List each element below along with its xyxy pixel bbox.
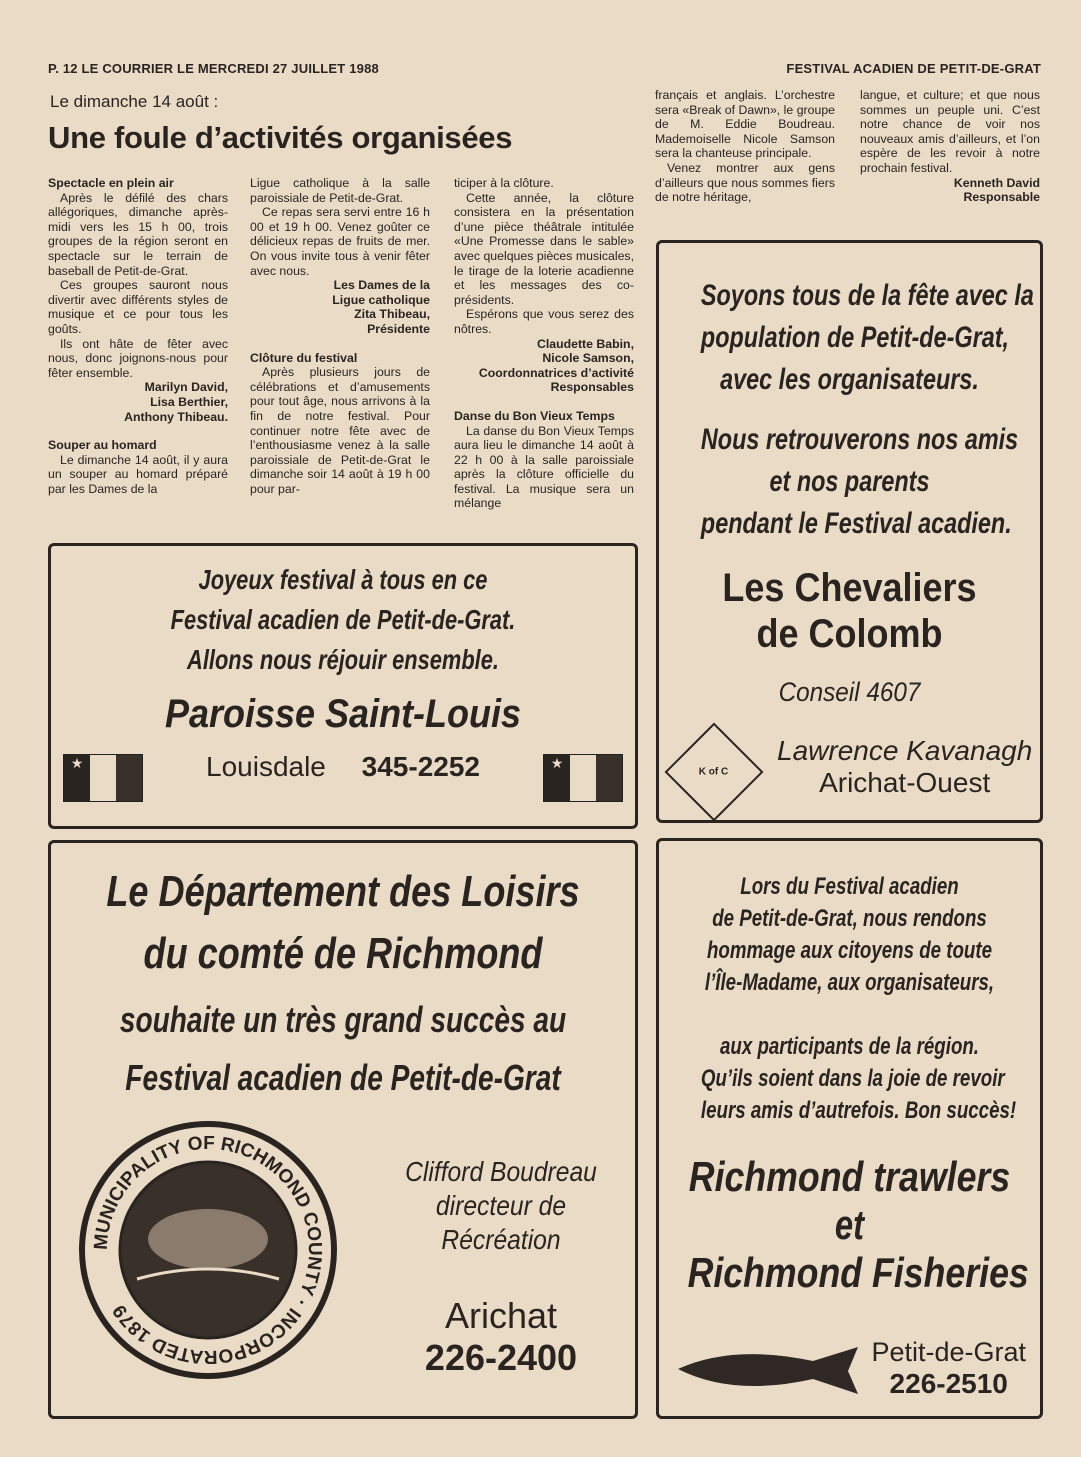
ad-departement-loisirs [48,840,638,1419]
subhead: Danse du Bon Vieux Temps [454,408,615,423]
paragraph: Après plusieurs jours de célébrations et d’amusements pour tout âge, nous arrivons à la fin de notre festival. Pour continuer notre fête avec de l’enthousiasme venez à la salle paroissiale de Petit-de-Grat le dimanche soir 14 août à 19 h 00 pour par- [250,365,430,496]
ad-person-title: Récréation [441,1224,561,1255]
ad-town: Petit-de-Grat [871,1337,1026,1367]
svg-text:MUNICIPALITY OF RICHMOND COUNT: MUNICIPALITY OF RICHMOND COUNTY · INCORPORATED 1879 [90,1132,326,1368]
paragraph: langue, et culture; et que nous sommes un peuple uni. C’est notre chance de voir nos nouveaux amis d’ailleurs, et l’on espère de les revoir à notre prochain festival. [860,88,1040,175]
ad-phone: 226-2400 [424,1337,578,1378]
ad-line: et nos parents [769,465,930,498]
ad-phone: 345-2252 [361,751,480,782]
ad-line: du comté de Richmond [143,929,543,978]
article-column-5 [860,88,1040,205]
paragraph: Ce repas sera servi entre 16 h 00 et 19 h 00. Venez goûter ce délicieux repas de fruits de mer. On vous invite tous à venir fêter avec nous. [250,205,430,278]
knights-of-columbus-emblem-icon: K of C [665,723,764,822]
ad-line: aux participants de la région. [719,1033,980,1060]
ad-town: Arichat-Ouest [819,767,991,798]
ad-chevaliers-de-colomb [656,240,1043,823]
ad-line: Soyons tous de la fête avec la [700,279,1034,312]
paragraph: français et anglais. L’orchestre sera «Break of Dawn», le groupe de M. Eddie Boudreau. Mademoiselle Nicole Samson sera la chanteuse principale. [655,88,835,161]
ad-advertiser-name: Richmond trawlers [688,1153,1011,1200]
signature: Responsable [963,190,1040,205]
ad-richmond-trawlers [656,838,1043,1419]
ad-town: Arichat [444,1295,558,1336]
ad-paroisse-saint-louis [48,543,638,829]
ad-person-title: directeur de [435,1190,567,1221]
paragraph: La danse du Bon Vieux Temps aura lieu le dimanche 14 août à 22 h 00 à la salle paroissiale après la clôture officielle du festival. La musique sera un mélange [454,423,634,511]
article-column-4 [655,88,835,205]
signature: Présidente [367,321,430,336]
signature: Lisa Berthier, [150,394,228,409]
ad-line: Allons nous réjouir ensemble. [187,644,499,675]
signature: Marilyn David, [144,380,228,395]
signature: Coordonnatrices d’activité [478,365,634,380]
ad-advertiser-name: de Colomb [756,612,943,656]
article-kicker: Le dimanche 14 août : [50,92,219,111]
paragraph: Venez montrer aux gens d’ailleurs que nous sommes fiers de notre héritage, [655,160,835,205]
subhead: Clôture du festival [250,350,358,365]
subhead: Souper au homard [48,438,157,453]
paragraph: Après le défilé des chars allégoriques, dimanche après-midi vers les 15 h 00, trois groupes de la région seront en spectacle sur le terrain de baseball de Petit-de-Grat. [48,190,228,278]
paragraph: ticiper à la clôture. [454,176,554,190]
paragraph: Ligue catholique à la salle paroissiale de Petit-de-Grat. [250,176,430,205]
acadian-flag-icon: ★ [543,754,623,802]
richmond-county-seal-icon [77,1119,339,1381]
ad-line: Le Département des Loisirs [106,867,580,916]
signature: Responsables [550,380,634,395]
ad-council: Conseil 4607 [778,677,921,707]
ad-line: hommage aux citoyens de toute [706,937,993,964]
ad-line: Qu’ils soient dans la joie de revoir [700,1065,1005,1092]
fish-icon [673,1339,863,1399]
ad-advertiser-name: Paroisse Saint-Louis [164,692,522,736]
paragraph: Ils ont hâte de fêter avec nous, donc joignons-nous pour fêter ensemble. [48,336,228,380]
ad-contact: Lawrence Kavanagh [777,735,1033,766]
signature: Zita Thibeau, [354,307,430,322]
ad-advertiser-name: Les Chevaliers [722,566,977,610]
ad-advertiser-name: et [834,1201,865,1248]
ad-line: Festival acadien de Petit-de-Grat [125,1057,561,1098]
paragraph: Le dimanche 14 août, il y aura un souper au homard préparé par les Dames de la [48,452,228,496]
paragraph: Cette année, la clôture consistera en la présentation d’une pièce théâtrale intitulée «Une Promesse dans le sable» avec quelques pièces musicales, le tirage de la loterie acadienne et les messages des co-présidents. [454,190,634,307]
signature: Anthony Thibeau. [124,409,228,424]
ad-line: Lors du Festival acadien [740,873,959,900]
ad-line: Festival acadien de Petit-de-Grat. [170,604,516,635]
ad-line: pendant le Festival acadien. [700,507,1012,540]
signature: Kenneth David [953,175,1040,190]
ad-line: Joyeux festival à tous en ce [198,564,488,595]
ad-line: Nous retrouverons nos amis [700,423,1019,456]
ad-line: population de Petit-de-Grat, [700,321,1010,354]
ad-line: de Petit-de-Grat, nous rendons [712,905,987,932]
page-header-left: P. 12 LE COURRIER LE MERCREDI 27 JUILLET 1988 [48,61,379,76]
article-column-2 [250,176,430,496]
subhead: Spectacle en plein air [48,176,174,190]
signature: Ligue catholique [332,292,430,307]
ad-line: l’Île-Madame, aux organisateurs, [704,969,995,996]
article-column-3 [454,176,634,511]
ad-advertiser-name: Richmond Fisheries [687,1249,1029,1296]
ad-line: avec les organisateurs. [720,363,979,396]
paragraph: Espérons que vous serez des nôtres. [454,307,634,336]
paragraph: Ces groupes sauront nous divertir avec différents styles de musique et ce pour tous les goûts. [48,278,228,336]
article-title: Une foule d’activités organisées [48,120,513,155]
signature: Les Dames de la [333,278,430,293]
ad-line: souhaite un très grand succès au [119,999,567,1040]
signature: Nicole Samson, [542,351,634,366]
ad-phone: 226-2510 [889,1368,1008,1399]
article-column-1 [48,176,228,496]
ad-person: Clifford Boudreau [405,1156,597,1187]
acadian-flag-icon: ★ [63,754,143,802]
page-header-right: FESTIVAL ACADIEN DE PETIT-DE-GRAT [786,61,1041,76]
signature: Claudette Babin, [536,336,634,351]
ad-line: leurs amis d’autrefois. Bon succès! [700,1097,1017,1124]
ad-town: Louisdale [206,751,326,782]
